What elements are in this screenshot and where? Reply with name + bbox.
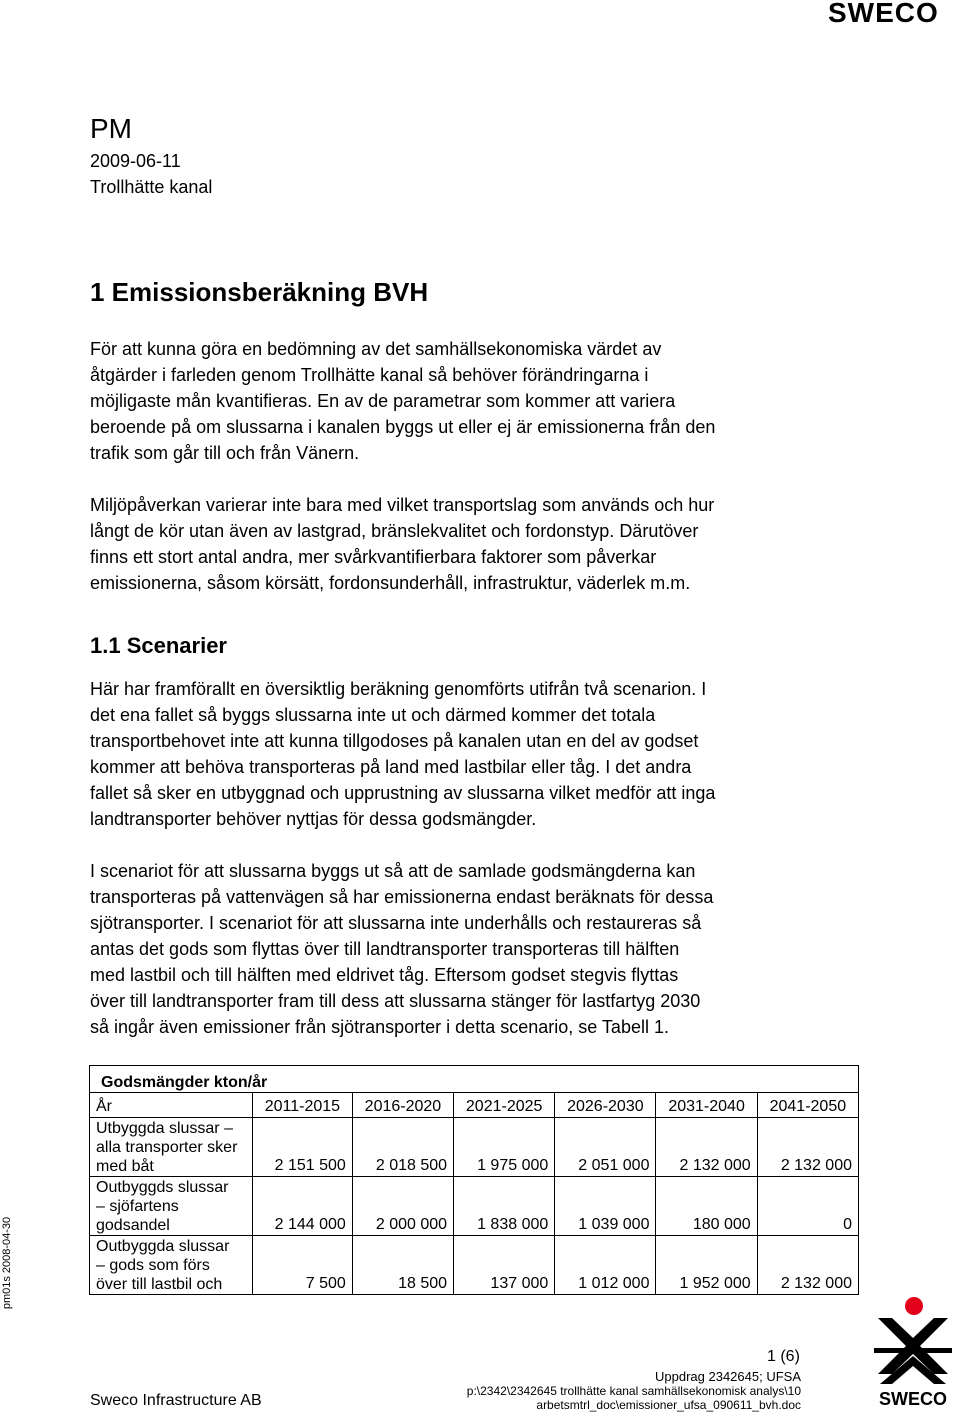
row-label-line: alla transporter sker	[96, 1139, 238, 1156]
year-header: 2011-2015	[253, 1093, 353, 1118]
table-header-row	[90, 1093, 859, 1118]
row-label-line: med båt	[96, 1158, 154, 1175]
paragraph-line: sjötransporter. I scenariot för att slussarna inte underhålls och restaureras så	[90, 913, 702, 933]
paragraph-line: trafik som går till och från Vänern.	[90, 443, 360, 463]
table-cell: 137 000	[454, 1236, 555, 1295]
paragraph-line: möjligaste mån kvantifieras. En av de parametrar som kommer att variera	[90, 391, 676, 411]
table-cell: 180 000	[656, 1177, 757, 1236]
template-code: pm01s 2008-04-30	[1, 1216, 13, 1310]
row-label-line: över till lastbil och	[96, 1276, 223, 1293]
paragraph-line: beroende på om slussarna i kanalen byggs ut eller ej är emissionerna från den	[90, 417, 716, 437]
table-row	[90, 1177, 859, 1236]
year-header: 2031-2040	[656, 1093, 757, 1118]
paragraph	[90, 676, 810, 832]
table-cell: 1 838 000	[454, 1177, 555, 1236]
subsection-heading: 1.1 Scenarier	[90, 633, 227, 658]
table-cell: 2 132 000	[656, 1118, 757, 1177]
file-path-line: p:\2342\2342645 trollhätte kanal samhällsekonomisk analys\10	[466, 1384, 801, 1398]
paragraph	[90, 492, 810, 596]
paragraph-line: transporteras på vattenvägen så har emissionerna endast beräknats för dessa	[90, 887, 714, 907]
paragraph	[90, 858, 810, 1040]
year-header: 2021-2025	[454, 1093, 555, 1118]
table-cell: 1 975 000	[454, 1118, 555, 1177]
logo-wordmark: SWECO	[878, 1389, 948, 1408]
paragraph-line: långt de kör utan även av lastgrad, bränslekvalitet och fordonstyp. Därutöver	[90, 521, 699, 541]
paragraph-line: åtgärder i farleden genom Trollhätte kanal så behöver förändringarna i	[90, 365, 649, 385]
table-row	[90, 1236, 859, 1295]
table-cell: 1 012 000	[555, 1236, 656, 1295]
table-cell: 1 952 000	[656, 1236, 757, 1295]
document-date: 2009-06-11	[90, 151, 181, 171]
paragraph-line: transportbehovet inte att kunna tillgodoses på kanalen utan en del av godset	[90, 731, 699, 751]
company-name: Sweco Infrastructure AB	[90, 1392, 262, 1409]
table-cell: 0	[757, 1177, 858, 1236]
goods-volume-table	[89, 1065, 859, 1295]
row-label-line: Outbyggds slussar	[96, 1179, 229, 1196]
table-cell: 2 132 000	[757, 1236, 858, 1295]
row-label	[90, 1118, 253, 1177]
table-caption: Godsmängder kton/år	[90, 1066, 859, 1093]
paragraph-line: landtransporter behöver nyttjas för dessa godsmängder.	[90, 809, 537, 829]
row-label-line: – sjöfartens	[96, 1198, 179, 1215]
file-path-line: arbetsmtrl_doc\emissioner_ufsa_090611_bvh.doc	[536, 1398, 801, 1412]
row-label-line: Utbyggda slussar –	[96, 1120, 233, 1137]
page-number: 1 (6)	[767, 1348, 800, 1365]
paragraph-line: I scenariot för att slussarna byggs ut så att de samlade godsmängderna kan	[90, 861, 696, 881]
paragraph-line: med lastbil och till hälften med eldrivet tåg. Eftersom godset stegvis flyttas	[90, 965, 679, 985]
table-row	[90, 1118, 859, 1177]
year-header: 2016-2020	[352, 1093, 453, 1118]
paragraph-line: finns ett stort antal andra, mer svårkvantifierbara faktorer som påverkar	[90, 547, 657, 567]
year-header: 2041-2050	[757, 1093, 858, 1118]
paragraph-line: antas det gods som flyttas över till landtransporter transporteras till hälften	[90, 939, 680, 959]
table-cell: 2 132 000	[757, 1118, 858, 1177]
brand-logo: SWECO	[828, 0, 939, 28]
table-cell: 18 500	[352, 1236, 453, 1295]
table-caption-row	[90, 1066, 859, 1093]
table-cell: 1 039 000	[555, 1177, 656, 1236]
paragraph-line: fallet så sker en utbyggnad och upprustning av slussarna vilket medför att inga	[90, 783, 716, 803]
table-cell: 2 018 500	[352, 1118, 453, 1177]
year-header: 2026-2030	[555, 1093, 656, 1118]
sweco-logo-icon	[872, 1296, 954, 1408]
assignment-number: Uppdrag 2342645; UFSA	[655, 1369, 801, 1384]
row-label	[90, 1236, 253, 1295]
table-cell: 2 000 000	[352, 1177, 453, 1236]
paragraph-line: det ena fallet så byggs slussarna inte ut och därmed kommer det totala	[90, 705, 656, 725]
paragraph-line: emissionerna, såsom körsätt, fordonsunderhåll, infrastruktur, väderlek m.m.	[90, 573, 691, 593]
row-label-line: – gods som förs	[96, 1257, 210, 1274]
table-cell: 2 051 000	[555, 1118, 656, 1177]
paragraph-line: så ingår även emissioner från sjötransporter i detta scenario, se Tabell 1.	[90, 1017, 669, 1037]
table-cell: 7 500	[253, 1236, 353, 1295]
document-type: PM	[90, 113, 132, 144]
row-label-line: godsandel	[96, 1217, 170, 1234]
row-label	[90, 1177, 253, 1236]
paragraph-line: Här har framförallt en översiktlig beräkning genomförts utifrån två scenarion. I	[90, 679, 707, 699]
table-cell: 2 144 000	[253, 1177, 353, 1236]
paragraph	[90, 336, 810, 466]
document-subject: Trollhätte kanal	[90, 177, 213, 197]
paragraph-line: över till landtransporter fram till dess att slussarna stänger för lastfartyg 2030	[90, 991, 701, 1011]
year-label: År	[90, 1093, 253, 1118]
paragraph-line: Miljöpåverkan varierar inte bara med vilket transportslag som används och hur	[90, 495, 715, 515]
paragraph-line: kommer att behöva transporteras på land med lastbilar eller tåg. I det andra	[90, 757, 692, 777]
row-label-line: Outbyggda slussar	[96, 1238, 230, 1255]
table-cell: 2 151 500	[253, 1118, 353, 1177]
paragraph-line: För att kunna göra en bedömning av det samhällsekonomiska värdet av	[90, 339, 662, 359]
section-heading: 1 Emissionsberäkning BVH	[90, 277, 429, 307]
